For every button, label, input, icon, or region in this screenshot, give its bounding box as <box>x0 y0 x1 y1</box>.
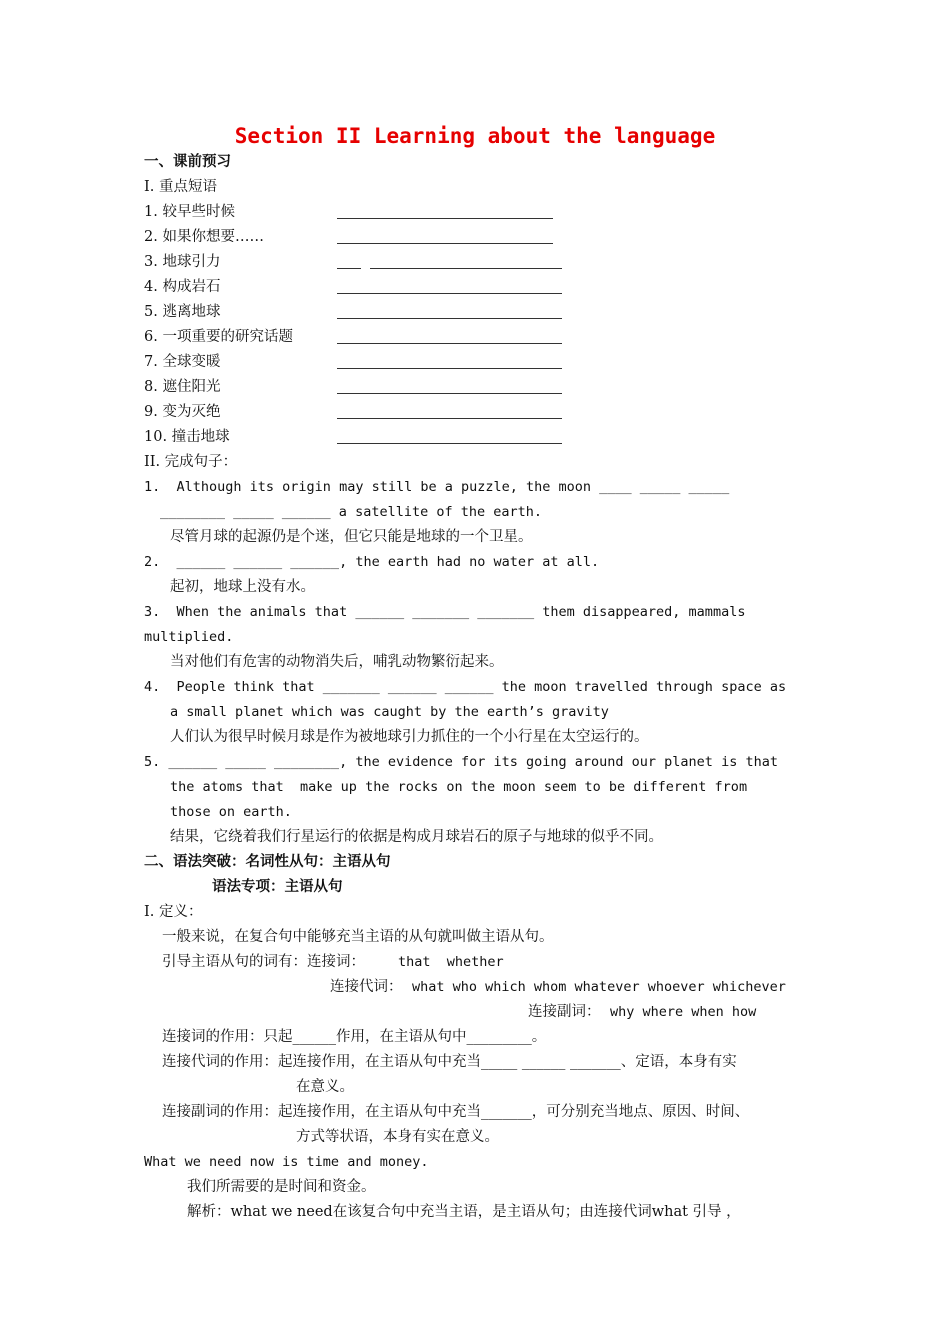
phrase-item: 1. 较早些时候 <box>144 204 235 220</box>
sentence-3-line: 3. When the animals that ______ _______ _______ them disappeared, mammals <box>144 604 746 620</box>
example-english: What we need now is time and money. <box>144 1154 429 1170</box>
phrase-item: 7. 全球变暖 <box>144 354 221 370</box>
answer-blank[interactable] <box>337 318 562 319</box>
conjunctions: that whether <box>398 954 504 970</box>
page-title: Section II Learning about the language <box>234 124 716 148</box>
answer-blank[interactable] <box>337 368 562 369</box>
answer-blank[interactable] <box>337 418 562 419</box>
sentence-1-line: 1. Although its origin may still be a puzzle, the moon ____ _____ _____ <box>144 479 730 495</box>
phrase-item: 10. 撞击地球 <box>144 429 230 445</box>
phrase-item: 3. 地球引力 <box>144 254 221 270</box>
sentence-4-line: a small planet which was caught by the earth’s gravity <box>170 704 609 720</box>
sentence-1-line: ________ _____ ______ a satellite of the earth. <box>160 504 543 520</box>
pronoun-role-cont: 在意义。 <box>296 1079 354 1095</box>
phrase-item: 5. 逃离地球 <box>144 304 221 320</box>
adverb-role: 连接副词的作用：起连接作用，在主语从句中充当_______，可分别充当地点、原因、时间、 <box>162 1104 750 1120</box>
answer-blank[interactable] <box>337 218 553 219</box>
answer-blank[interactable] <box>337 443 562 444</box>
sentence-5-line: those on earth. <box>170 804 292 820</box>
sentences-heading: II. 完成句子： <box>144 454 238 470</box>
phrases-heading: I. 重点短语 <box>144 179 217 195</box>
sentence-3-line: multiplied. <box>144 629 234 645</box>
phrase-item: 6. 一项重要的研究话题 <box>144 329 293 345</box>
sentence-2-line: 2. ______ ______ ______, the earth had no water at all. <box>144 554 600 570</box>
definition-heading: I. 定义： <box>144 904 203 920</box>
pronouns: what who which whom whatever whoever whichever <box>412 979 786 995</box>
sentence-5-line: the atoms that make up the rocks on the moon seem to be different from <box>170 779 748 795</box>
part2-heading: 二、语法突破：名词性从句：主语从句 <box>144 854 391 870</box>
part1-heading: 一、课前预习 <box>144 154 231 170</box>
pronoun-role: 连接代词的作用：起连接作用，在主语从句中充当_____ ______ _______、定语，本身有实 <box>162 1054 737 1070</box>
adverb-role-cont: 方式等状语，本身有实在意义。 <box>296 1129 499 1145</box>
intro-label: 引导主语从句的词有：连接词： <box>162 954 365 970</box>
answer-blank[interactable] <box>337 293 562 294</box>
example-chinese: 我们所需要的是时间和资金。 <box>187 1179 376 1195</box>
sentence-2-translation: 起初，地球上没有水。 <box>170 579 315 595</box>
sentence-4-translation: 人们认为很早时候月球是作为被地球引力抓住的一个小行星在太空运行的。 <box>170 729 649 745</box>
sentence-3-translation: 当对他们有危害的动物消失后，哺乳动物繁衍起来。 <box>170 654 504 670</box>
sentence-4-line: 4. People think that _______ ______ ______ the moon travelled through space as <box>144 679 787 695</box>
answer-blank[interactable] <box>337 343 562 344</box>
answer-blank[interactable] <box>337 243 553 244</box>
pronoun-label: 连接代词： <box>330 979 403 995</box>
conjunction-role: 连接词的作用：只起______作用，在主语从句中_________。 <box>162 1029 547 1045</box>
definition-text: 一般来说，在复合句中能够充当主语的从句就叫做主语从句。 <box>162 929 554 945</box>
phrase-item: 8. 遮住阳光 <box>144 379 221 395</box>
answer-blank[interactable] <box>337 268 361 269</box>
adverb-label: 连接副词： <box>528 1004 601 1020</box>
sentence-5-translation: 结果，它绕着我们行星运行的依据是构成月球岩石的原子与地球的似乎不同。 <box>170 829 663 845</box>
sentence-5-line: 5. ______ _____ ________, the evidence for its going around our planet is that <box>144 754 778 770</box>
grammar-subheading: 语法专项：主语从句 <box>212 879 343 895</box>
phrase-item: 4. 构成岩石 <box>144 279 221 295</box>
answer-blank[interactable] <box>370 268 562 269</box>
sentence-1-translation: 尽管月球的起源仍是个迷，但它只能是地球的一个卫星。 <box>170 529 533 545</box>
adverbs: why where when how <box>610 1004 757 1020</box>
phrase-item: 9. 变为灭绝 <box>144 404 221 420</box>
answer-blank[interactable] <box>337 393 562 394</box>
phrase-item: 2. 如果你想要…… <box>144 229 264 245</box>
example-analysis: 解析：what we need在该复合句中充当主语，是主语从句；由连接代词what 引导 ， <box>187 1204 741 1220</box>
